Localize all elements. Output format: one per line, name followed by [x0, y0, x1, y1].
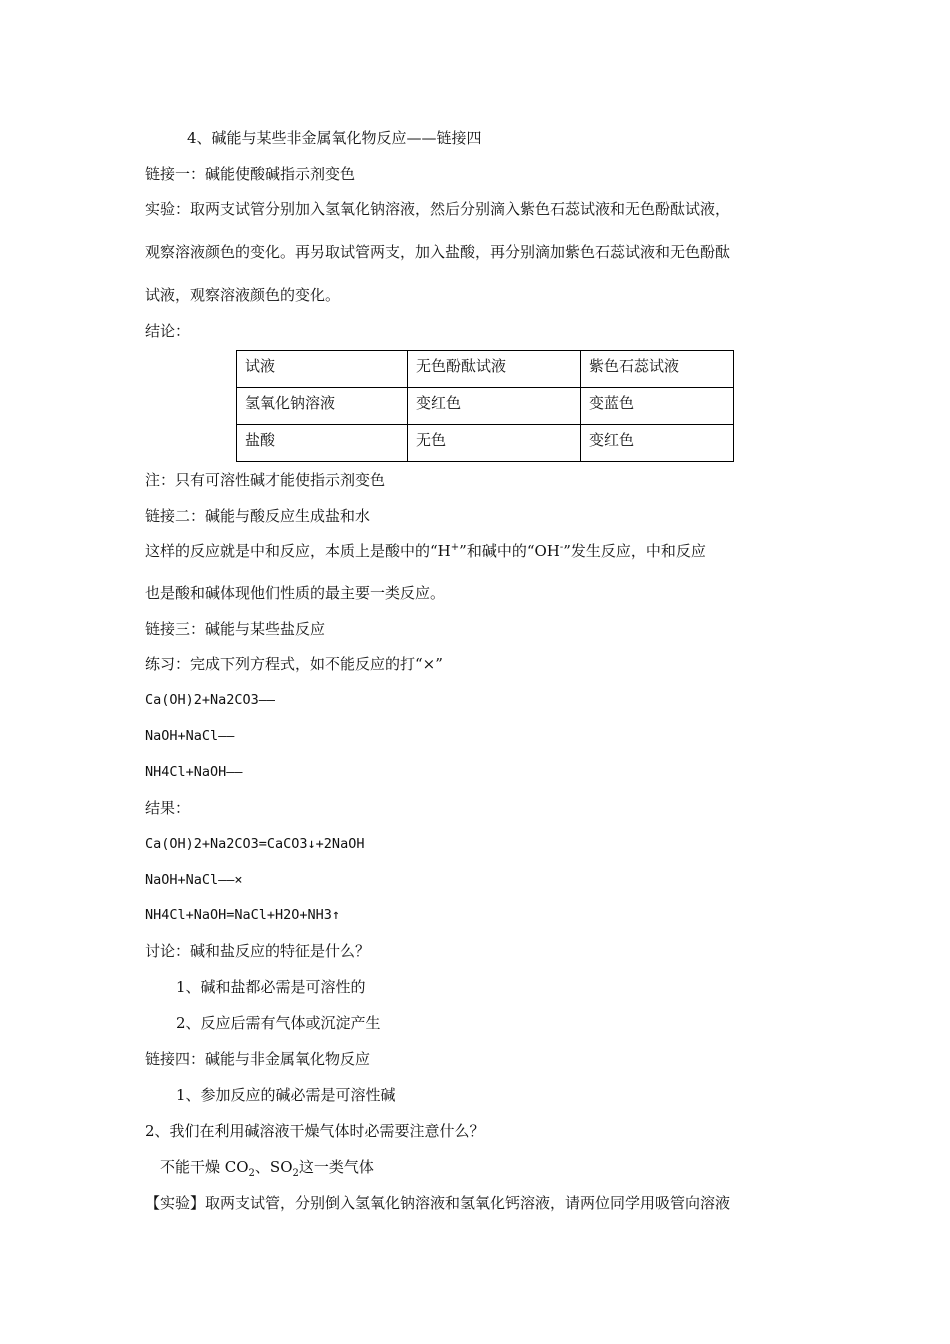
text: NaOH+NaCl——	[145, 728, 235, 744]
conclusion-label	[145, 321, 190, 341]
superscript: +	[450, 542, 460, 553]
text: 链接四：碱能与非金属氧化物反应	[145, 1050, 371, 1068]
equation-2	[145, 726, 234, 746]
text: 1、参加反应的碱必需是可溶性碱	[176, 1086, 396, 1104]
text: NH4Cl+NaOH——	[145, 764, 243, 780]
result-label	[145, 798, 190, 818]
link-3-heading	[145, 619, 325, 639]
link-4-point-1	[176, 1085, 396, 1105]
link-4-heading	[145, 1049, 370, 1069]
answer-line	[160, 1157, 374, 1177]
text: 2、反应后需有气体或沉淀产生	[176, 1014, 381, 1032]
text: 讨论：碱和盐反应的特征是什么？	[145, 942, 371, 960]
superscript: -	[559, 542, 564, 553]
discussion-point-1	[176, 977, 366, 997]
text: 链接三：碱能与某些盐反应	[145, 620, 326, 638]
subscript: 2	[292, 1168, 299, 1179]
equation-1	[145, 690, 275, 710]
question-line	[145, 1121, 485, 1141]
table-cell: 变红色	[408, 388, 581, 425]
result-equation-2	[145, 870, 243, 890]
table-cell: 无色	[408, 425, 581, 462]
experiment-paragraph-line-1	[145, 199, 730, 219]
table-cell: 盐酸	[237, 425, 408, 462]
experiment-2-line	[145, 1193, 730, 1213]
table-cell: 变蓝色	[581, 388, 734, 425]
indicator-result-table	[236, 350, 734, 462]
text: 这样的反应就是中和反应，本质上是酸中的“H	[145, 542, 451, 560]
text: 注：只有可溶性碱才能使指示剂变色	[145, 471, 386, 489]
text: 练习：完成下列方程式，如不能反应的打“×”	[145, 655, 443, 673]
heading-item-4	[187, 128, 482, 148]
exercise-line	[145, 654, 443, 674]
text: 结果：	[145, 799, 191, 817]
table-cell: 氢氧化钠溶液	[237, 388, 408, 425]
text: NaOH+NaCl——×	[145, 872, 243, 888]
text: 试液，观察溶液颜色的变化。	[145, 286, 341, 304]
text: 1、碱和盐都必需是可溶性的	[176, 978, 366, 996]
text: 也是酸和碱体现他们性质的最主要一类反应。	[145, 584, 446, 602]
text: 观察溶液颜色的变化。再另取试管两支，加入盐酸，再分别滴加紫色石蕊试液和无色酚酞	[145, 243, 731, 261]
result-equation-1	[145, 834, 364, 854]
text: Ca(OH)2+Na2CO3——	[145, 692, 276, 708]
link-2-heading	[145, 506, 370, 526]
equation-3	[145, 762, 243, 782]
text: 【实验】取两支试管，分别倒入氢氧化钠溶液和氢氧化钙溶液，请两位同学用吸管向溶液	[145, 1194, 731, 1212]
text: Ca(OH)2+Na2CO3=CaCO3↓+2NaOH	[145, 836, 365, 852]
discussion-point-2	[176, 1013, 381, 1033]
text: 4、碱能与某些非金属氧化物反应——链接四	[187, 129, 482, 147]
link-1-heading	[145, 164, 355, 184]
text: NH4Cl+NaOH=NaCl+H2O+NH3↑	[145, 907, 341, 923]
table-row	[237, 351, 734, 388]
text: 实验：取两支试管分别加入氢氧化钠溶液，然后分别滴入紫色石蕊试液和无色酚酞试液，	[145, 200, 731, 218]
text: ”和碱中的“OH	[459, 542, 560, 560]
experiment-paragraph-line-3	[145, 285, 340, 305]
note-line	[145, 470, 385, 490]
neutralization-line-2	[145, 583, 445, 603]
text: 2、我们在利用碱溶液干燥气体时必需要注意什么？	[145, 1122, 485, 1140]
discussion-line	[145, 941, 370, 961]
text: 、SO	[254, 1158, 293, 1176]
neutralization-line-1	[145, 541, 706, 561]
text: 结论：	[145, 322, 191, 340]
table-cell: 紫色石蕊试液	[581, 351, 734, 388]
table-cell: 无色酚酞试液	[408, 351, 581, 388]
experiment-paragraph-line-2	[145, 242, 730, 262]
text: ”发生反应，中和反应	[563, 542, 706, 560]
subscript: 2	[248, 1168, 255, 1179]
table-cell: 变红色	[581, 425, 734, 462]
text: 链接二：碱能与酸反应生成盐和水	[145, 507, 371, 525]
table-row	[237, 425, 734, 462]
text: 这一类气体	[298, 1158, 374, 1176]
text: 链接一：碱能使酸碱指示剂变色	[145, 165, 356, 183]
table-cell: 试液	[237, 351, 408, 388]
text: 不能干燥 CO	[160, 1158, 249, 1176]
result-equation-3	[145, 905, 340, 925]
table-row	[237, 388, 734, 425]
